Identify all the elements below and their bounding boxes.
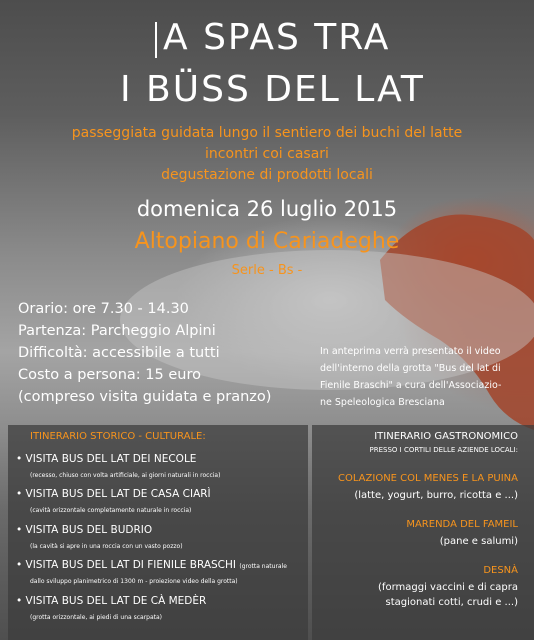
subtitle-2: incontri coi casari xyxy=(205,146,329,162)
item-note: (recesso, chiuso con volta artificiale, ai giorni naturali in roccia) xyxy=(30,472,221,479)
event-date: domenica 26 luglio 2015 xyxy=(136,197,398,221)
item-name: VISITA BUS DEL BUDRIO xyxy=(25,524,153,536)
item-name: VISITA BUS DEL LAT DEI NECOLE xyxy=(25,453,197,465)
food-itinerary-panel xyxy=(312,425,534,640)
meal-desc: (pane e salumi) xyxy=(439,536,518,547)
title-line2: I BÜSS DEL LAT xyxy=(120,69,425,110)
list-item: • VISITA BUS DEL LAT DE CASA CIARÌ xyxy=(16,488,211,500)
item-name: VISITA BUS DEL LAT DI FIENILE BRASCHI xyxy=(25,559,237,571)
info-difficolta: Difficoltà: accessibile a tutti xyxy=(18,345,220,361)
info-orario: Orario: ore 7.30 - 14.30 xyxy=(18,301,189,317)
subtitle-1: passeggiata guidata lungo il sentiero dei buchi del latte xyxy=(71,125,463,141)
item-name: VISITA BUS DEL LAT DE CÀ MEDÈR xyxy=(25,595,207,607)
preview-line: In anteprima verrà presentato il video xyxy=(320,346,501,357)
preview-line: ne Speleologica Bresciana xyxy=(320,397,445,408)
meal-name: MARENDA DEL FAMEIL xyxy=(406,519,518,530)
item-note: (grotta orizzontale, ai piedi di una scarpata) xyxy=(30,614,163,621)
item-note: (la cavità si apre in una roccia con un vasto pozzo) xyxy=(30,543,183,550)
meal-desc: stagionati cotti, crudi e ...) xyxy=(385,597,518,608)
info-costo: Costo a persona: 15 euro xyxy=(18,367,201,383)
item-name: VISITA BUS DEL LAT DE CASA CIARÌ xyxy=(25,488,211,500)
event-town: Serle - Bs - xyxy=(231,263,303,278)
preview-line: dell'interno della grotta "Bus del lat di xyxy=(320,363,501,374)
meal-name: DESNÀ xyxy=(483,565,518,576)
video-preview-note xyxy=(320,343,530,411)
item-note: (cavità orizzontale completamente naturale in roccia) xyxy=(30,507,192,514)
item-note: dallo sviluppo planimetrico di 1300 m - proiezione video della grotta) xyxy=(30,578,238,585)
meal-name: COLAZIONE COL MENES E LA PUINA xyxy=(338,473,518,484)
info-partenza: Partenza: Parcheggio Alpini xyxy=(18,323,216,339)
title-bar xyxy=(155,22,157,58)
meal-desc: (formaggi vaccini e di capra xyxy=(378,582,518,593)
info-compreso: (compreso visita guidata e pranzo) xyxy=(18,389,272,405)
list-item: • VISITA BUS DEL LAT DI FIENILE BRASCHI (grotta naturale xyxy=(16,559,287,571)
historic-heading: ITINERARIO STORICO - CULTURALE: xyxy=(30,431,206,442)
title-line1: A SPAS TRA xyxy=(163,17,391,58)
list-item: • VISITA BUS DEL LAT DE CÀ MEDÈR xyxy=(16,595,207,607)
info-block xyxy=(18,298,271,408)
food-subheading: PRESSO I CORTILI DELLE AZIENDE LOCALI: xyxy=(369,446,518,454)
subtitle-3: degustazione di prodotti locali xyxy=(161,167,373,183)
meal-desc: (latte, yogurt, burro, ricotta e ...) xyxy=(354,490,518,501)
historic-itinerary-panel xyxy=(8,425,308,640)
preview-line: Fienile Braschi" a cura dell'Associazio- xyxy=(320,380,502,391)
item-note-inline: (grotta naturale xyxy=(239,563,287,570)
list-item: • VISITA BUS DEL LAT DEI NECOLE xyxy=(16,453,197,465)
event-location: Altopiano di Cariadeghe xyxy=(134,229,400,254)
list-item: • VISITA BUS DEL BUDRIO xyxy=(16,524,153,536)
food-heading: ITINERARIO GASTRONOMICO xyxy=(374,431,518,442)
